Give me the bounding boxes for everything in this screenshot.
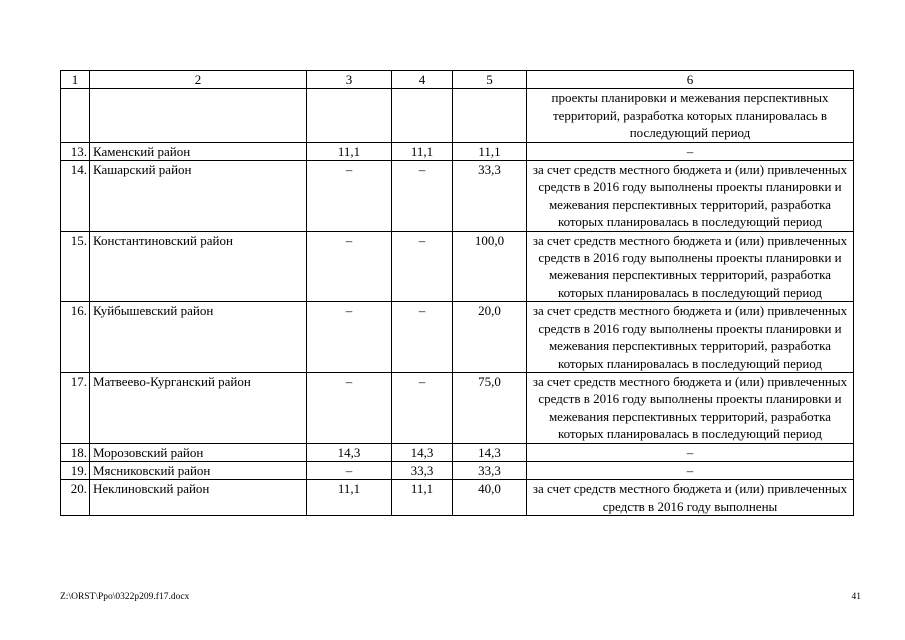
row-number: 17. <box>61 372 90 443</box>
value-col3: – <box>307 302 392 373</box>
table-row <box>61 480 854 516</box>
value-col5: 75,0 <box>453 372 527 443</box>
row-number: 15. <box>61 231 90 302</box>
footer-file-path: Z:\ORST\Ppo\0322p209.f17.docx <box>60 592 190 602</box>
value-col5: 100,0 <box>453 231 527 302</box>
continuation-cell-4 <box>392 89 453 142</box>
note-text: – <box>527 142 854 160</box>
district-name: Морозовский район <box>90 443 307 461</box>
footer-page-number: 41 <box>851 592 861 602</box>
header-cell-2: 2 <box>90 71 307 89</box>
continuation-cell-5 <box>453 89 527 142</box>
value-col4: 11,1 <box>392 480 453 516</box>
row-number: 18. <box>61 443 90 461</box>
district-name: Кашарский район <box>90 161 307 232</box>
table-row <box>61 231 854 302</box>
value-col3: – <box>307 372 392 443</box>
table-row <box>61 142 854 160</box>
table-row <box>61 302 854 373</box>
continuation-cell-3 <box>307 89 392 142</box>
value-col4: – <box>392 231 453 302</box>
district-name: Мясниковский район <box>90 461 307 479</box>
district-name: Матвеево-Курганский район <box>90 372 307 443</box>
header-cell-3: 3 <box>307 71 392 89</box>
value-col5: 11,1 <box>453 142 527 160</box>
district-name: Куйбышевский район <box>90 302 307 373</box>
continuation-note: проекты планировки и межевания перспективных территорий, разработка которых планировалась в последующий период <box>527 89 854 142</box>
value-col3: 14,3 <box>307 443 392 461</box>
header-cell-6: 6 <box>527 71 854 89</box>
value-col5: 20,0 <box>453 302 527 373</box>
continuation-row <box>61 89 854 142</box>
value-col5: 14,3 <box>453 443 527 461</box>
value-col5: 33,3 <box>453 161 527 232</box>
header-row <box>61 71 854 89</box>
value-col3: – <box>307 231 392 302</box>
table-row <box>61 443 854 461</box>
header-cell-5: 5 <box>453 71 527 89</box>
note-text: за счет средств местного бюджета и (или) привлеченных средств в 2016 году выполнены проекты планировки и межевания перспективных территорий, разработка которых планировалась в последующий период <box>527 372 854 443</box>
value-col4: – <box>392 372 453 443</box>
note-text: за счет средств местного бюджета и (или) привлеченных средств в 2016 году выполнены <box>527 480 854 516</box>
district-name: Константиновский район <box>90 231 307 302</box>
value-col5: 33,3 <box>453 461 527 479</box>
value-col3: 11,1 <box>307 142 392 160</box>
note-text: за счет средств местного бюджета и (или) привлеченных средств в 2016 году выполнены проекты планировки и межевания перспективных территорий, разработка которых планировалась в последующий период <box>527 302 854 373</box>
header-cell-4: 4 <box>392 71 453 89</box>
value-col4: 14,3 <box>392 443 453 461</box>
table-row <box>61 372 854 443</box>
value-col4: – <box>392 161 453 232</box>
district-name: Каменский район <box>90 142 307 160</box>
table-row <box>61 461 854 479</box>
continuation-cell-1 <box>61 89 90 142</box>
row-number: 13. <box>61 142 90 160</box>
value-col4: 11,1 <box>392 142 453 160</box>
header-cell-1: 1 <box>61 71 90 89</box>
value-col4: – <box>392 302 453 373</box>
note-text: за счет средств местного бюджета и (или) привлеченных средств в 2016 году выполнены проекты планировки и межевания перспективных территорий, разработка которых планировалась в последующий период <box>527 231 854 302</box>
row-number: 19. <box>61 461 90 479</box>
district-name: Неклиновский район <box>90 480 307 516</box>
value-col5: 40,0 <box>453 480 527 516</box>
table-row <box>61 161 854 232</box>
value-col3: – <box>307 161 392 232</box>
value-col3: – <box>307 461 392 479</box>
data-table <box>60 70 854 516</box>
row-number: 20. <box>61 480 90 516</box>
row-number: 14. <box>61 161 90 232</box>
note-text: – <box>527 461 854 479</box>
continuation-cell-2 <box>90 89 307 142</box>
value-col3: 11,1 <box>307 480 392 516</box>
value-col4: 33,3 <box>392 461 453 479</box>
note-text: за счет средств местного бюджета и (или) привлеченных средств в 2016 году выполнены проекты планировки и межевания перспективных территорий, разработка которых планировалась в последующий период <box>527 161 854 232</box>
note-text: – <box>527 443 854 461</box>
row-number: 16. <box>61 302 90 373</box>
